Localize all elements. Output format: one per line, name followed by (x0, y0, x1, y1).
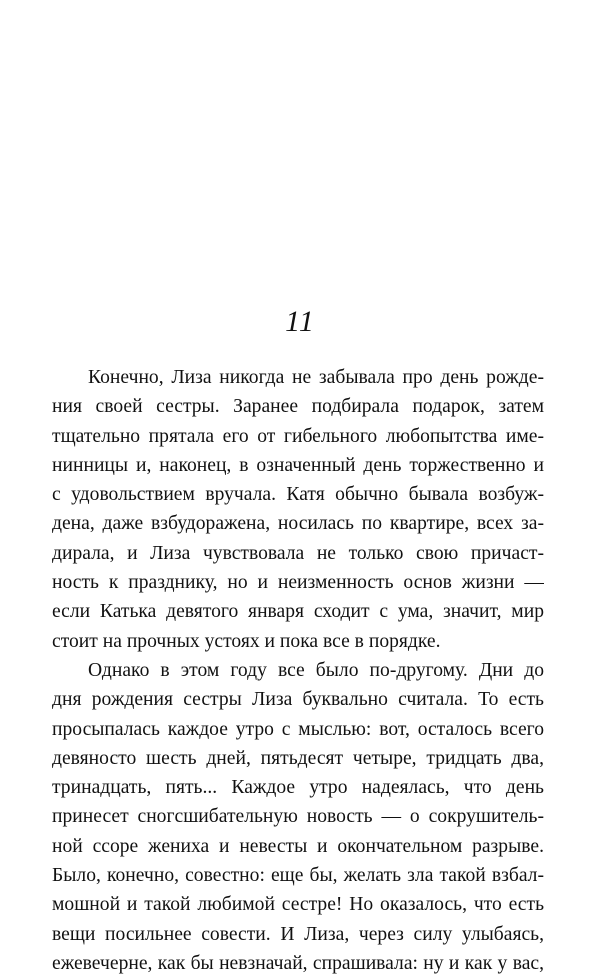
text-line: Конечно, Лиза никогда не забывала про день рожде- (88, 367, 544, 388)
text-line: просыпалась каждое утро с мыслью: вот, осталось всего (52, 718, 544, 740)
text-line: вещи посильнее совести. И Лиза, через силу улыбаясь, (52, 923, 544, 945)
text-line: ной ссоре жениха и невесты и окончательном разрыве. (52, 835, 544, 857)
text-line: ность к празднику, но и неизменность основ жизни — (52, 572, 544, 594)
text-line: мошной и такой любимой сестре! Но оказалось, что есть (52, 894, 544, 916)
text-line: если Катька девятого января сходит с ума, значит, мир (52, 601, 544, 623)
text-line: девяносто шесть дней, пятьдесят четыре, тридцать два, (52, 747, 544, 769)
text-line: ния своей сестры. Заранее подбирала подарок, затем (52, 396, 544, 418)
text-line: тринадцать, пять... Каждое утро надеялась, что день (52, 777, 544, 799)
text-line: дена, даже взбудоражена, носилась по квартире, всех за- (52, 513, 544, 535)
body-text (52, 363, 544, 978)
text-line: дирала, и Лиза чувствовала не только свою причаст- (52, 542, 544, 564)
text-line: Было, конечно, совестно: еще бы, желать зла такой взбал- (52, 865, 544, 887)
text-line: дня рождения сестры Лиза буквально считала. То есть (52, 689, 544, 711)
text-line: Однако в этом году все было по-другому. Дни до (88, 659, 544, 681)
chapter-number: 11 (285, 305, 315, 338)
text-line: с удовольствием вручала. Катя обычно бывала возбуж- (52, 484, 544, 506)
text-line: тщательно прятала его от гибельного любопытства име- (52, 425, 544, 447)
text-line: ежевечерне, как бы невзначай, спрашивала: ну и как у вас, (52, 952, 544, 974)
text-line: стоит на прочных устоях и пока все в порядке. (52, 630, 441, 652)
text-line: принесет сногсшибательную новость — о сокрушитель- (52, 806, 544, 828)
text-line: нинницы и, наконец, в означенный день торжественно и (52, 454, 544, 476)
